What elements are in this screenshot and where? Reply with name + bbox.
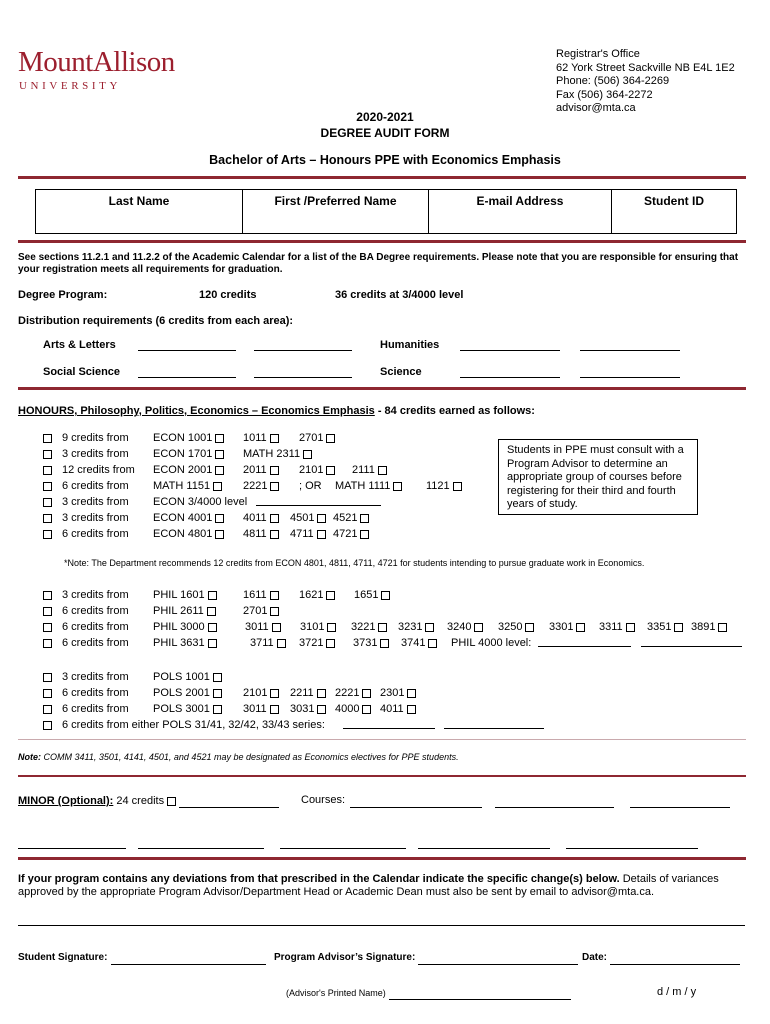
credit-req: 6 credits from either POLS 31/41, 32/42, 33/43 series: (62, 719, 325, 731)
divider (18, 739, 746, 740)
deviation-blank[interactable] (18, 924, 745, 926)
course-option: 2301 (380, 686, 416, 700)
advisor-signature-row (274, 950, 578, 964)
course-option: 4011 (380, 702, 416, 716)
course-option: ECON 2001 (153, 463, 224, 477)
course-option: ECON 1001 (153, 431, 224, 445)
checkbox[interactable] (43, 530, 52, 539)
checkbox[interactable] (43, 673, 52, 682)
divider (18, 176, 746, 179)
credit-req: 3 credits from (62, 589, 129, 601)
phil-row (40, 620, 716, 634)
student-info-table (35, 189, 737, 234)
date-format-hint: d / m / y (657, 986, 697, 998)
comm-note (18, 752, 459, 762)
address-email: advisor@mta.ca (556, 102, 636, 114)
registrar-address (556, 48, 735, 116)
course-option: 3301 (549, 620, 585, 634)
course-option: 3011 (245, 620, 281, 634)
course-option: 4000 (335, 702, 371, 716)
pols-row (40, 686, 405, 700)
date-row (582, 950, 740, 964)
course-option: POLS 2001 (153, 686, 222, 700)
course-option: 1621 (299, 588, 335, 602)
checkbox[interactable] (43, 498, 52, 507)
course-option: 2011 (243, 463, 279, 477)
advisor-printed-name-label: (Advisor's Printed Name) (286, 988, 386, 998)
course-option: MATH 2311 (243, 447, 312, 461)
deviation-rest: Details of variances (619, 873, 719, 885)
econ-row (40, 463, 375, 477)
course-option: 4711 (290, 527, 326, 541)
course-option: ECON 3/4000 level (153, 496, 248, 508)
course-or: ; OR (299, 480, 322, 492)
checkbox[interactable] (43, 466, 52, 475)
social-blank-2[interactable] (254, 376, 352, 378)
minor-course-blank[interactable] (138, 847, 264, 849)
course-option: PHIL 4000 level: (451, 637, 532, 649)
student-signature-field[interactable] (111, 954, 266, 965)
econ-footnote: *Note: The Department recommends 12 credits from ECON 4801, 4811, 4711, 4721 for students intending to pursue graduate work in Economics. (64, 558, 645, 568)
phil-row (40, 604, 268, 618)
checkbox[interactable] (43, 607, 52, 616)
course-option: POLS 3001 (153, 702, 222, 716)
honours-heading (18, 405, 535, 417)
social-science-label: Social Science (43, 366, 121, 378)
advisor-signature-field[interactable] (418, 954, 578, 965)
pols-row (40, 718, 325, 732)
course-option: PHIL 2611 (153, 604, 216, 618)
credit-req: 3 credits from (62, 448, 129, 460)
checkbox[interactable] (43, 591, 52, 600)
course-option: 3731 (353, 636, 389, 650)
degree-credits: 120 credits (199, 289, 257, 301)
divider (18, 240, 746, 243)
advisor-printed-name-field[interactable] (389, 989, 571, 1000)
pols-row (40, 670, 210, 684)
science-blank-2[interactable] (580, 376, 680, 378)
minor-course-blank[interactable] (350, 806, 482, 808)
humanities-blank-1[interactable] (460, 349, 560, 351)
course-option: 2111 (352, 463, 387, 477)
divider (18, 857, 746, 860)
arts-blank-1[interactable] (138, 349, 236, 351)
credit-req: 12 credits from (62, 464, 135, 476)
divider (18, 775, 746, 777)
printed-name-row (286, 986, 571, 1000)
date-label: Date: (582, 952, 608, 963)
arts-blank-2[interactable] (254, 349, 352, 351)
course-option: POLS 1001 (153, 670, 222, 684)
comm-note-text: COMM 3411, 3501, 4141, 4501, and 4521 may be designated as Economics electives for PPE students. (41, 752, 459, 762)
course-option: 1121 (426, 479, 462, 493)
degree-program-label: Degree Program: (18, 289, 108, 301)
comm-note-label: Note: (18, 752, 41, 762)
course-option: 2701 (299, 431, 335, 445)
course-option: 3240 (447, 620, 483, 634)
credit-req: 6 credits from (62, 687, 129, 699)
checkbox[interactable] (167, 797, 176, 806)
deviation-text-1 (18, 873, 748, 885)
course-option: 3741 (401, 636, 437, 650)
credit-req: 6 credits from (62, 703, 129, 715)
course-option: 4011 (243, 511, 279, 525)
honours-heading-title: HONOURS, Philosophy, Politics, Economics – Economics Emphasis (18, 405, 375, 417)
credit-req: 6 credits from (62, 480, 129, 492)
course-option: 3231 (398, 620, 434, 634)
minor-course-blank[interactable] (630, 806, 730, 808)
course-option: PHIL 3000 (153, 620, 217, 634)
checkbox[interactable] (43, 639, 52, 648)
credit-req: 6 credits from (62, 605, 129, 617)
econ-row (40, 527, 358, 541)
course-option: PHIL 3631 (153, 636, 217, 650)
course-option: 2221 (335, 686, 371, 700)
arts-letters-label: Arts & Letters (43, 339, 116, 351)
course-option: 4811 (243, 527, 279, 541)
minor-course-blank[interactable] (280, 847, 406, 849)
course-option: 2701 (243, 604, 279, 618)
intro-text-1: See sections 11.2.1 and 11.2.2 of the Academic Calendar for a list of the BA Degree requirements. Please note that you are responsible for ensuring that (18, 252, 739, 263)
course-option: ECON 4801 (153, 527, 224, 541)
minor-courses-label: Courses: (301, 794, 346, 806)
student-id-field[interactable]: Student ID (644, 194, 704, 208)
phil-row (40, 636, 532, 650)
science-blank-1[interactable] (460, 376, 560, 378)
course-option: 3250 (498, 620, 534, 634)
minor-course-blank[interactable] (418, 847, 550, 849)
pols-row (40, 702, 404, 716)
course-option: 4501 (290, 511, 326, 525)
minor-row (18, 794, 279, 808)
course-option: 3721 (299, 636, 335, 650)
checkbox[interactable] (43, 434, 52, 443)
checkbox[interactable] (43, 450, 52, 459)
form-year: 2020-2021 (356, 110, 414, 124)
phil-row (40, 588, 379, 602)
phil-4000-blank-1[interactable] (538, 636, 631, 647)
program-title: Bachelor of Arts – Honours PPE with Economics Emphasis (209, 153, 561, 167)
signature-row (18, 950, 266, 964)
course-option: 1611 (243, 588, 279, 602)
course-option: 4721 (333, 527, 369, 541)
deviation-bold: If your program contains any deviations from that prescribed in the Calendar indicate the specific change(s) below. (18, 873, 620, 885)
university-logo-subtitle: UNIVERSITY (19, 80, 121, 92)
course-option: 3101 (300, 620, 336, 634)
credit-req: 3 credits from (62, 671, 129, 683)
course-option: 2101 (299, 463, 335, 477)
first-name-field[interactable]: First /Preferred Name (243, 190, 429, 233)
credit-req: 6 credits from (62, 528, 129, 540)
pols-series-blank-2[interactable] (444, 718, 544, 729)
econ-row (40, 511, 358, 525)
minor-subject-blank[interactable] (179, 797, 279, 808)
phil-4000-blank-2[interactable] (641, 636, 742, 647)
checkbox[interactable] (43, 514, 52, 523)
econ-level-blank[interactable] (256, 495, 381, 506)
pols-series-blank-1[interactable] (343, 718, 435, 729)
humanities-label: Humanities (380, 339, 440, 351)
address-fax: Fax (506) 364-2272 (556, 88, 653, 101)
address-office: Registrar's Office (556, 48, 640, 60)
credit-req: 9 credits from (62, 432, 129, 444)
honours-heading-rest: - 84 credits earned as follows: (374, 405, 535, 417)
form-title: DEGREE AUDIT FORM (320, 126, 450, 140)
course-option: 4521 (333, 511, 369, 525)
address-phone: Phone: (506) 364-2269 (556, 75, 670, 87)
minor-course-blank[interactable] (18, 847, 126, 849)
credit-req: 3 credits from (62, 496, 129, 508)
checkbox[interactable] (43, 721, 52, 730)
checkbox[interactable] (43, 623, 52, 632)
course-option: ECON 4001 (153, 511, 224, 525)
course-option: PHIL 1601 (153, 588, 217, 602)
humanities-blank-2[interactable] (580, 349, 680, 351)
course-option: 2221 (243, 479, 279, 493)
checkbox[interactable] (43, 705, 52, 714)
email-field[interactable]: E-mail Address (429, 190, 612, 233)
course-option: MATH 1111 (335, 479, 402, 493)
econ-row (40, 495, 248, 509)
course-option: 3351 (647, 620, 683, 634)
course-option: 1651 (354, 588, 390, 602)
distribution-heading: Distribution requirements (6 credits from each area): (18, 315, 294, 327)
minor-credits: 24 credits (113, 795, 168, 807)
course-option: 2211 (290, 686, 326, 700)
date-field[interactable] (610, 954, 740, 965)
econ-row (40, 479, 450, 493)
course-option: 3221 (351, 620, 387, 634)
divider (18, 387, 746, 390)
university-logo: MountAllison (18, 46, 175, 78)
checkbox[interactable] (43, 482, 52, 491)
course-option: 3031 (290, 702, 326, 716)
degree-level: 36 credits at 3/4000 level (335, 289, 464, 301)
course-option: 3891 (691, 620, 727, 634)
course-option: MATH 1151 (153, 479, 222, 493)
course-option: 3711 (250, 636, 286, 650)
credit-req: 3 credits from (62, 512, 129, 524)
course-option: 1011 (243, 431, 279, 445)
minor-course-blank[interactable] (566, 847, 698, 849)
checkbox[interactable] (43, 689, 52, 698)
deviation-text-2: approved by the appropriate Program Advisor/Department Head or Academic Dean must also be sent by email to advisor@mta.ca. (18, 886, 655, 898)
course-option: 3311 (599, 620, 635, 634)
minor-label: MINOR (Optional): (18, 795, 114, 807)
social-blank-1[interactable] (138, 376, 236, 378)
science-label: Science (380, 366, 422, 378)
minor-course-blank[interactable] (495, 806, 614, 808)
ppe-advisor-note: Students in PPE must consult with a Program Advisor to determine an appropriate group of courses before registering for their third and fourth years of study. (498, 439, 698, 515)
econ-row (40, 431, 324, 445)
address-street: 62 York Street Sackville NB E4L 1E2 (556, 61, 735, 74)
credit-req: 6 credits from (62, 637, 129, 649)
intro-text-2: your registration meets all requirements for graduation. (18, 264, 283, 275)
credit-req: 6 credits from (62, 621, 129, 633)
course-option: 3011 (243, 702, 279, 716)
student-signature-label: Student Signature: (18, 952, 108, 963)
course-option: ECON 1701 (153, 447, 224, 461)
last-name-field[interactable]: Last Name (36, 190, 243, 233)
advisor-signature-label: Program Advisor’s Signature: (274, 952, 416, 963)
course-option: 2101 (243, 686, 279, 700)
econ-row (40, 447, 301, 461)
